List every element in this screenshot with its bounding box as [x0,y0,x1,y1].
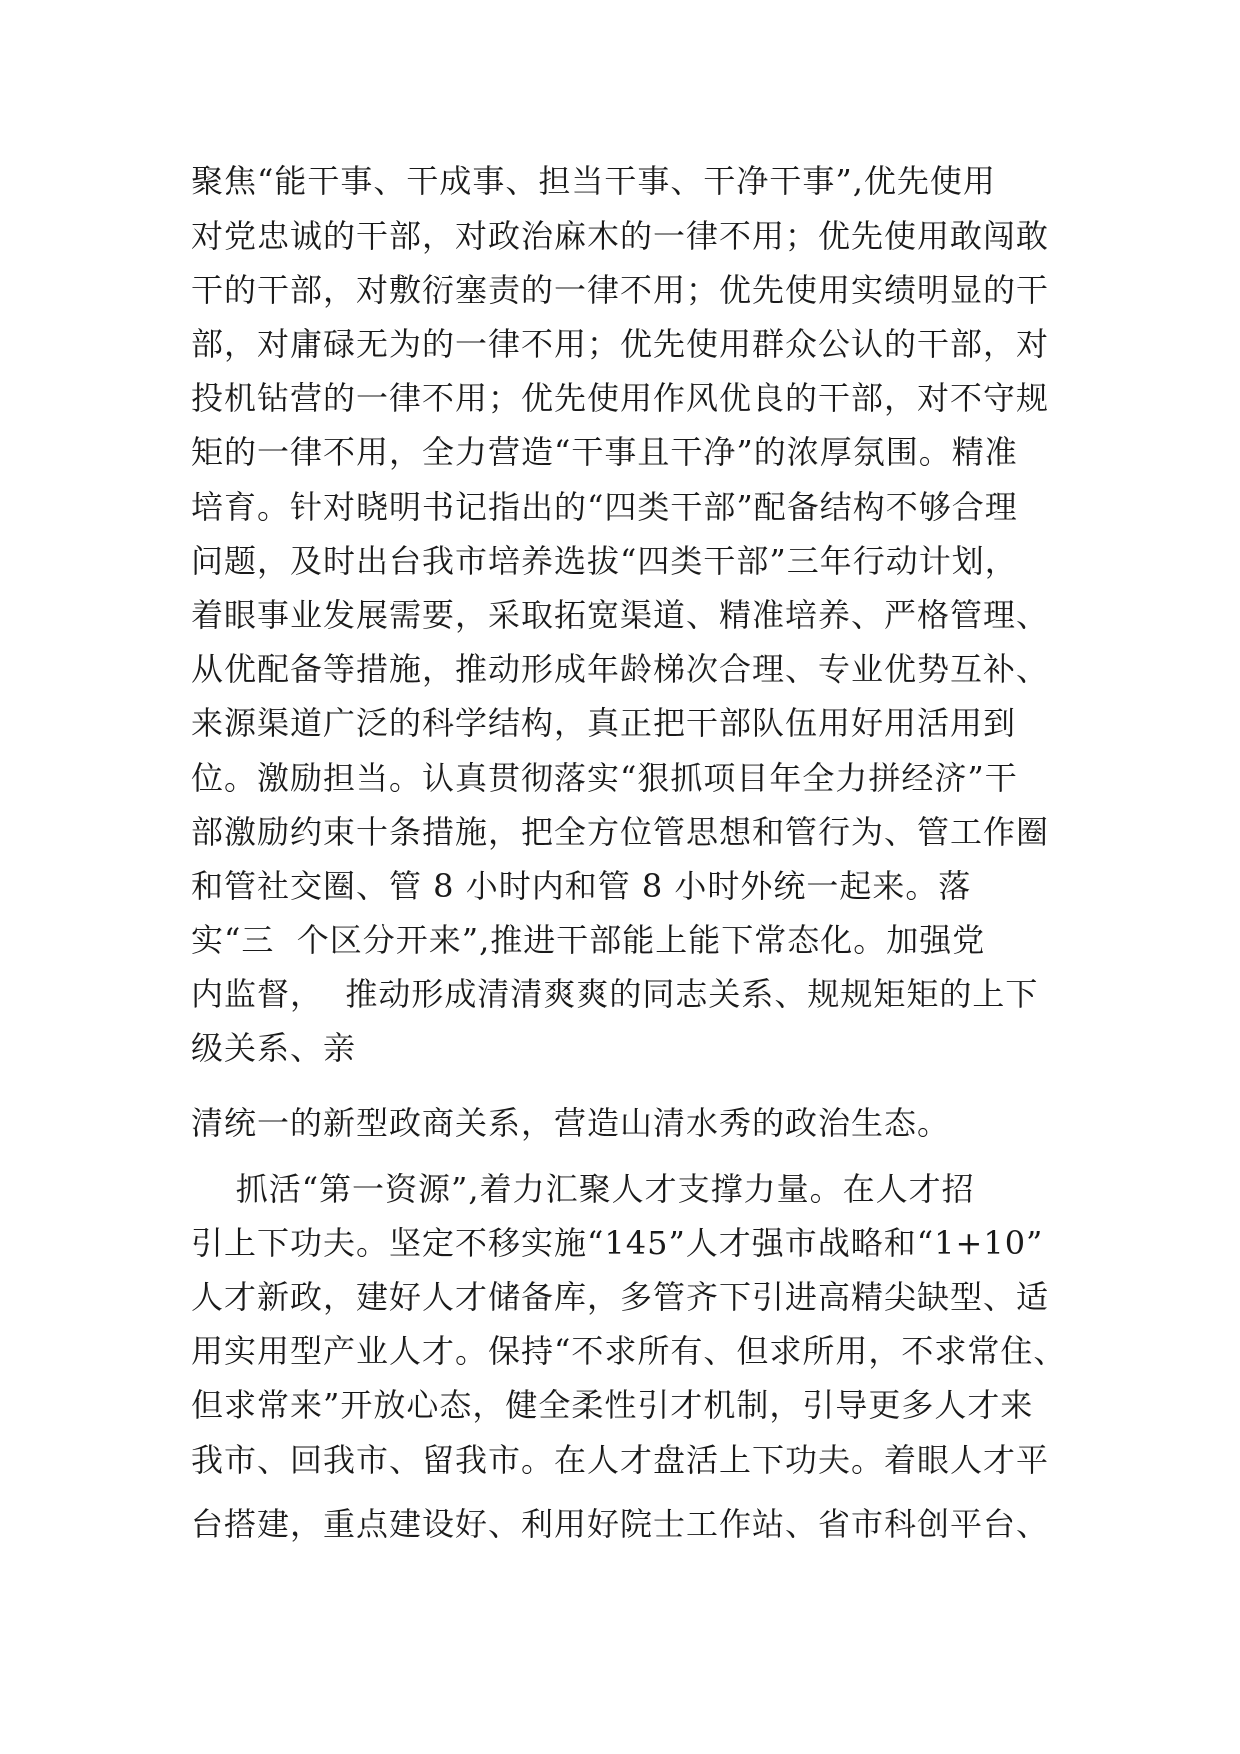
text-line: 干的干部，对敷衍塞责的一律不用；优先使用实绩明显的干 [191,271,1050,309]
text-line: 位。激励担当。认真贯彻落实“狠抓项目年全力拼经济”干 [191,759,1018,797]
text-line: 用实用型产业人才。保持“不求所有、但求所用，不求常住、 [191,1332,1067,1370]
text-line: 投机钻营的一律不用；优先使用作风优良的干部，对不守规 [191,379,1050,417]
text-line: 聚焦“能干事、干成事、担当干事、干净干事”,优先使用 [191,162,996,200]
paragraph-start-line: 抓活“第一资源”,着力汇聚人才支撑力量。在人才招 [191,1170,975,1208]
text-line: 问题，及时出台我市培养选拔“四类干部”三年行动计划， [191,542,1018,580]
text-line: 台搭建，重点建设好、利用好院士工作站、省市科创平台、 [191,1505,1050,1543]
text-line: 着眼事业发展需要，采取拓宽渠道、精准培养、严格管理、 [191,596,1050,634]
text-line: 内监督， 推动形成清清爽爽的同志关系、规规矩矩的上下 [191,975,1039,1013]
text-line: 部激励约束十条措施，把全方位管思想和管行为、管工作圈 [191,813,1050,851]
text-line: 从优配备等措施，推动形成年龄梯次合理、专业优势互补、 [191,650,1050,688]
text-line: 人才新政，建好人才储备库，多管齐下引进高精尖缺型、适 [191,1278,1050,1316]
text-line: 实“三 个区分开来”,推进干部能上能下常态化。加强党 [191,921,986,959]
text-line: 矩的一律不用，全力营造“干事且干净”的浓厚氛围。精准 [191,433,1018,471]
text-line: 清统一的新型政商关系，营造山清水秀的政治生态。 [191,1104,951,1142]
text-line: 对党忠诚的干部，对政治麻木的一律不用；优先使用敢闯敢 [191,217,1050,255]
text-line: 我市、回我市、留我市。在人才盘活上下功夫。着眼人才平 [191,1441,1050,1479]
text-line: 培育。针对晓明书记指出的“四类干部”配备结构不够合理 [191,488,1018,526]
text-line: 和管社交圈、管 8 小时内和管 8 小时外统一起来。落 [191,867,972,905]
text-line: 级关系、亲 [191,1029,357,1067]
text-line: 部，对庸碌无为的一律不用；优先使用群众公认的干部，对 [191,325,1050,363]
text-line: 但求常来”开放心态，健全柔性引才机制，引导更多人才来 [191,1386,1034,1424]
text-line: 引上下功夫。坚定不移实施“145”人才强市战略和“1+10” [191,1224,1044,1262]
text-line: 来源渠道广泛的科学结构，真正把干部队伍用好用活用到 [191,704,1017,742]
